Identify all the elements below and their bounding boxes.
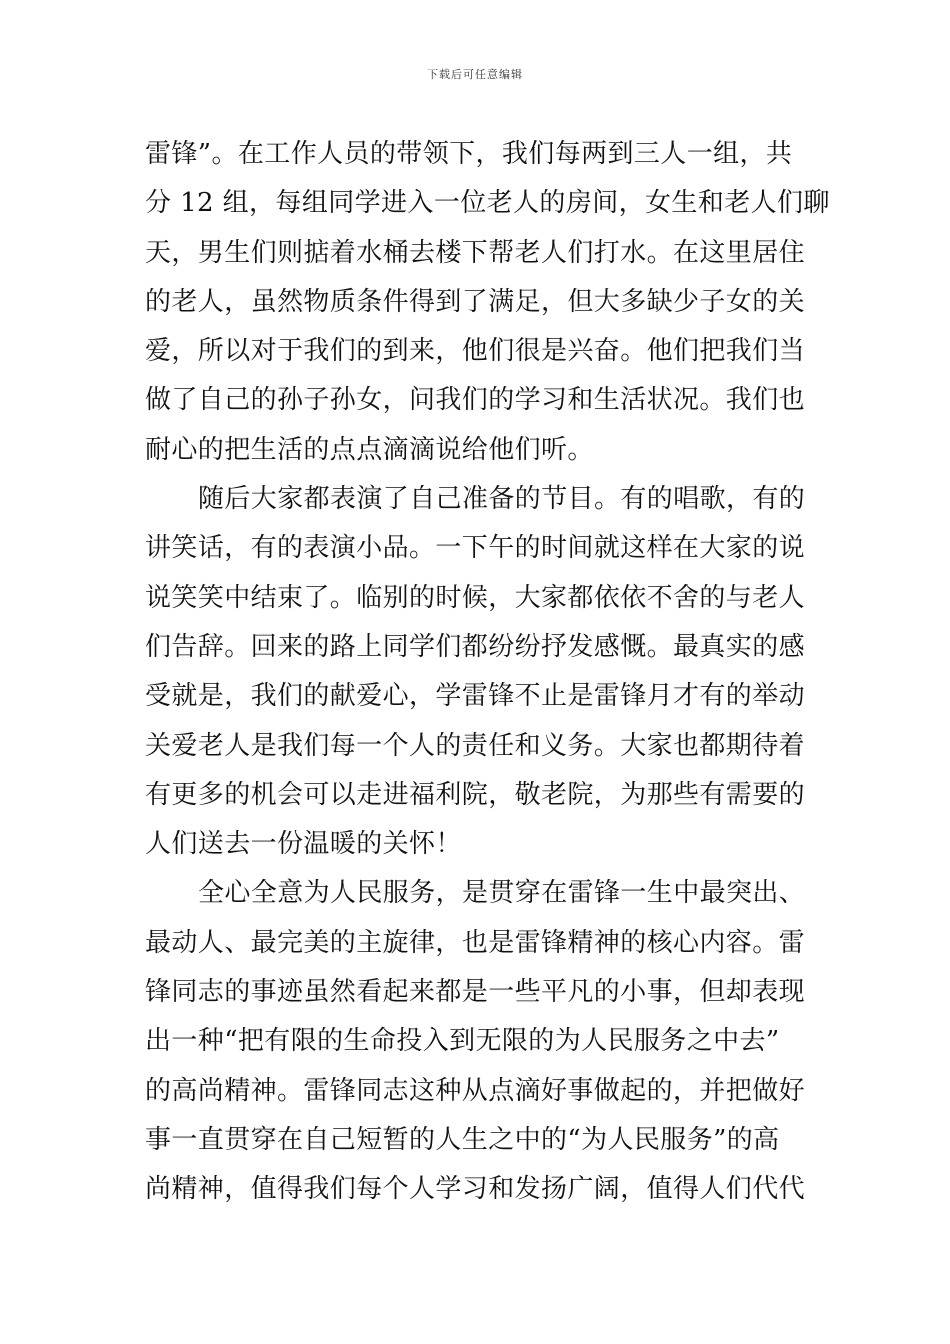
page-header: 下载后可任意编辑 <box>427 68 523 81</box>
text-line: 事一直贯穿在自己短暂的人生之中的“为人民服务”的高 <box>145 1124 780 1155</box>
text-line: 受就是，我们的献爱心，学雷锋不止是雷锋月才有的举动 <box>145 681 806 712</box>
text-line: 天，男生们则掂着水桶去楼下帮老人们打水。在这里居住 <box>145 237 806 268</box>
text-line: 讲笑话，有的表演小品。一下午的时间就这样在大家的说 <box>145 533 806 564</box>
text-line: 耐心的把生活的点点滴滴说给他们听。 <box>145 434 594 465</box>
text-line: 人们送去一份温暖的关怀！ <box>145 829 462 860</box>
text-line: 爱，所以对于我们的到来，他们很是兴奋。他们把我们当 <box>145 336 806 367</box>
text-line: 做了自己的孙子孙女，问我们的学习和生活状况。我们也 <box>145 385 806 416</box>
body-text <box>145 130 830 1215</box>
text-line: 关爱老人是我们每一个人的责任和义务。大家也都期待着 <box>145 730 806 761</box>
text-line: 的高尚精神。雷锋同志这种从点滴好事做起的，并把做好 <box>145 1075 806 1106</box>
text-line: 的老人，虽然物质条件得到了满足，但大多缺少子女的关 <box>145 286 806 317</box>
text-line: 说笑笑中结束了。临别的时候，大家都依依不舍的与老人 <box>145 582 806 613</box>
text-line: 锋同志的事迹虽然看起来都是一些平凡的小事，但却表现 <box>145 977 806 1008</box>
text-line: 分 12 组，每组同学进入一位老人的房间，女生和老人们聊 <box>145 188 830 219</box>
text-line: 最动人、最完美的主旋律，也是雷锋精神的核心内容。雷 <box>145 927 806 958</box>
paragraph-first-line: 全心全意为人民服务，是贯穿在雷锋一生中最突出、 <box>198 878 806 909</box>
text-line: 雷锋”。在工作人员的带领下，我们每两到三人一组，共 <box>145 139 793 169</box>
paragraph-first-line: 随后大家都表演了自己准备的节目。有的唱歌，有的 <box>198 484 806 515</box>
text-line: 有更多的机会可以走进福利院，敬老院，为那些有需要的 <box>145 779 806 810</box>
text-line: 尚精神，值得我们每个人学习和发扬广阔，值得人们代代 <box>145 1174 806 1205</box>
text-line: 出一种“把有限的生命投入到无限的为人民服务之中去” <box>145 1026 780 1057</box>
text-line: 们告辞。回来的路上同学们都纷纷抒发感慨。最真实的感 <box>145 631 806 662</box>
